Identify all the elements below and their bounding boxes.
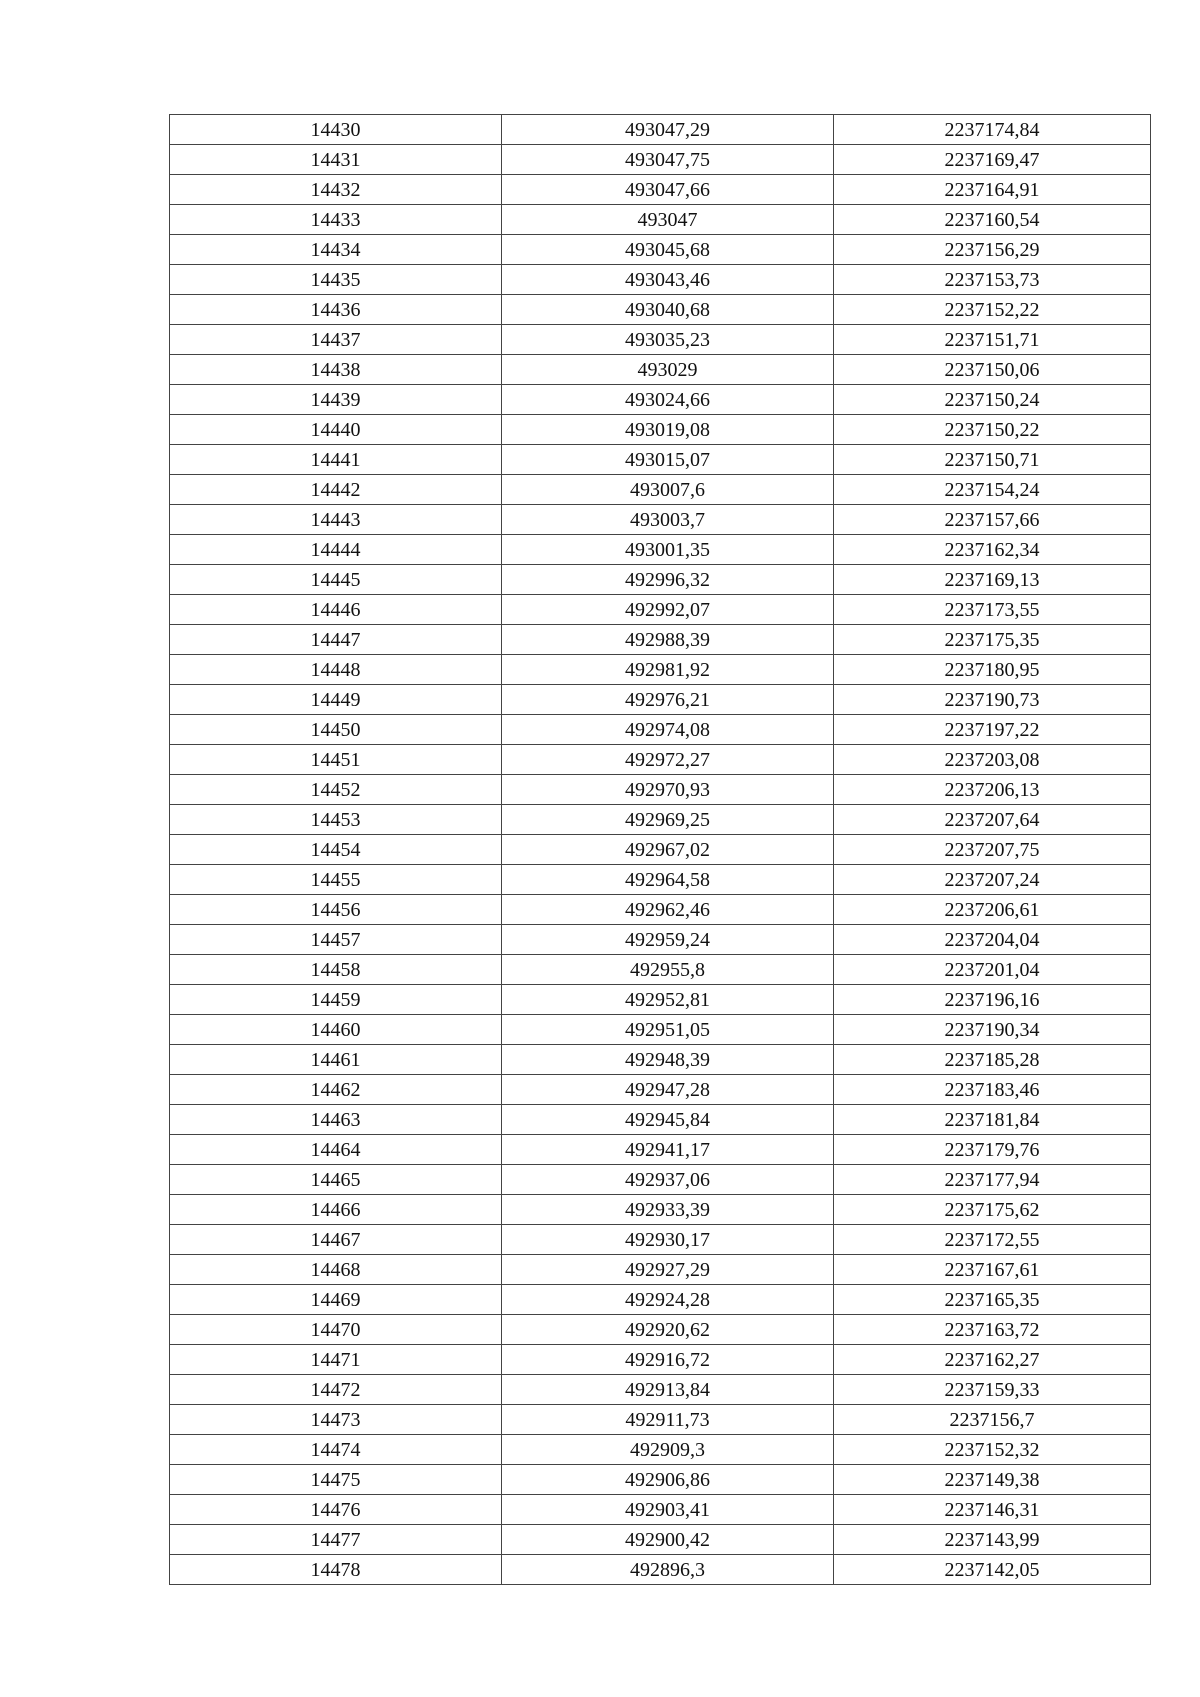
x-coordinate-cell: 492896,3 bbox=[502, 1555, 834, 1585]
point-number-cell: 14438 bbox=[170, 355, 502, 385]
table-row bbox=[170, 715, 1151, 745]
y-coordinate-cell: 2237156,7 bbox=[834, 1405, 1151, 1435]
y-coordinate-cell: 2237201,04 bbox=[834, 955, 1151, 985]
x-coordinate-cell: 492903,41 bbox=[502, 1495, 834, 1525]
point-number-cell: 14458 bbox=[170, 955, 502, 985]
table-row bbox=[170, 745, 1151, 775]
x-coordinate-cell: 492909,3 bbox=[502, 1435, 834, 1465]
table-row bbox=[170, 145, 1151, 175]
point-number-cell: 14476 bbox=[170, 1495, 502, 1525]
x-coordinate-cell: 492924,28 bbox=[502, 1285, 834, 1315]
point-number-cell: 14455 bbox=[170, 865, 502, 895]
table-row bbox=[170, 205, 1151, 235]
y-coordinate-cell: 2237203,08 bbox=[834, 745, 1151, 775]
x-coordinate-cell: 492906,86 bbox=[502, 1465, 834, 1495]
x-coordinate-cell: 492952,81 bbox=[502, 985, 834, 1015]
x-coordinate-cell: 492951,05 bbox=[502, 1015, 834, 1045]
point-number-cell: 14447 bbox=[170, 625, 502, 655]
table-row bbox=[170, 1195, 1151, 1225]
point-number-cell: 14450 bbox=[170, 715, 502, 745]
table-row bbox=[170, 865, 1151, 895]
y-coordinate-cell: 2237165,35 bbox=[834, 1285, 1151, 1315]
point-number-cell: 14444 bbox=[170, 535, 502, 565]
x-coordinate-cell: 492933,39 bbox=[502, 1195, 834, 1225]
x-coordinate-cell: 492941,17 bbox=[502, 1135, 834, 1165]
point-number-cell: 14435 bbox=[170, 265, 502, 295]
y-coordinate-cell: 2237169,13 bbox=[834, 565, 1151, 595]
table-row bbox=[170, 805, 1151, 835]
table-row bbox=[170, 1165, 1151, 1195]
table-row bbox=[170, 295, 1151, 325]
x-coordinate-cell: 493015,07 bbox=[502, 445, 834, 475]
x-coordinate-cell: 492970,93 bbox=[502, 775, 834, 805]
x-coordinate-cell: 492916,72 bbox=[502, 1345, 834, 1375]
table-row bbox=[170, 115, 1151, 145]
table-row bbox=[170, 1555, 1151, 1585]
x-coordinate-cell: 492992,07 bbox=[502, 595, 834, 625]
point-number-cell: 14440 bbox=[170, 415, 502, 445]
x-coordinate-cell: 493001,35 bbox=[502, 535, 834, 565]
table-row bbox=[170, 1075, 1151, 1105]
table-row bbox=[170, 1255, 1151, 1285]
x-coordinate-cell: 492955,8 bbox=[502, 955, 834, 985]
y-coordinate-cell: 2237150,24 bbox=[834, 385, 1151, 415]
table-row bbox=[170, 1135, 1151, 1165]
x-coordinate-cell: 492969,25 bbox=[502, 805, 834, 835]
point-number-cell: 14456 bbox=[170, 895, 502, 925]
point-number-cell: 14436 bbox=[170, 295, 502, 325]
y-coordinate-cell: 2237190,34 bbox=[834, 1015, 1151, 1045]
x-coordinate-cell: 493047,75 bbox=[502, 145, 834, 175]
table-row bbox=[170, 1345, 1151, 1375]
x-coordinate-cell: 493045,68 bbox=[502, 235, 834, 265]
table-row bbox=[170, 415, 1151, 445]
y-coordinate-cell: 2237183,46 bbox=[834, 1075, 1151, 1105]
table-row bbox=[170, 775, 1151, 805]
table-row bbox=[170, 835, 1151, 865]
y-coordinate-cell: 2237173,55 bbox=[834, 595, 1151, 625]
table-row bbox=[170, 565, 1151, 595]
table-row bbox=[170, 895, 1151, 925]
y-coordinate-cell: 2237204,04 bbox=[834, 925, 1151, 955]
x-coordinate-cell: 492959,24 bbox=[502, 925, 834, 955]
point-number-cell: 14432 bbox=[170, 175, 502, 205]
y-coordinate-cell: 2237167,61 bbox=[834, 1255, 1151, 1285]
point-number-cell: 14477 bbox=[170, 1525, 502, 1555]
x-coordinate-cell: 492911,73 bbox=[502, 1405, 834, 1435]
y-coordinate-cell: 2237151,71 bbox=[834, 325, 1151, 355]
x-coordinate-cell: 492920,62 bbox=[502, 1315, 834, 1345]
y-coordinate-cell: 2237154,24 bbox=[834, 475, 1151, 505]
x-coordinate-cell: 493029 bbox=[502, 355, 834, 385]
y-coordinate-cell: 2237164,91 bbox=[834, 175, 1151, 205]
y-coordinate-cell: 2237156,29 bbox=[834, 235, 1151, 265]
x-coordinate-cell: 492981,92 bbox=[502, 655, 834, 685]
y-coordinate-cell: 2237174,84 bbox=[834, 115, 1151, 145]
x-coordinate-cell: 492947,28 bbox=[502, 1075, 834, 1105]
y-coordinate-cell: 2237169,47 bbox=[834, 145, 1151, 175]
y-coordinate-cell: 2237157,66 bbox=[834, 505, 1151, 535]
table-row bbox=[170, 1105, 1151, 1135]
table-row bbox=[170, 1015, 1151, 1045]
x-coordinate-cell: 493024,66 bbox=[502, 385, 834, 415]
point-number-cell: 14451 bbox=[170, 745, 502, 775]
x-coordinate-cell: 492972,27 bbox=[502, 745, 834, 775]
x-coordinate-cell: 492964,58 bbox=[502, 865, 834, 895]
x-coordinate-cell: 493047,66 bbox=[502, 175, 834, 205]
y-coordinate-cell: 2237143,99 bbox=[834, 1525, 1151, 1555]
x-coordinate-cell: 492996,32 bbox=[502, 565, 834, 595]
y-coordinate-cell: 2237196,16 bbox=[834, 985, 1151, 1015]
table-row bbox=[170, 655, 1151, 685]
y-coordinate-cell: 2237206,61 bbox=[834, 895, 1151, 925]
point-number-cell: 14475 bbox=[170, 1465, 502, 1495]
y-coordinate-cell: 2237149,38 bbox=[834, 1465, 1151, 1495]
table-row bbox=[170, 1315, 1151, 1345]
y-coordinate-cell: 2237150,06 bbox=[834, 355, 1151, 385]
y-coordinate-cell: 2237207,24 bbox=[834, 865, 1151, 895]
point-number-cell: 14467 bbox=[170, 1225, 502, 1255]
table-row bbox=[170, 475, 1151, 505]
point-number-cell: 14465 bbox=[170, 1165, 502, 1195]
table-row bbox=[170, 1495, 1151, 1525]
table-row bbox=[170, 925, 1151, 955]
x-coordinate-cell: 492945,84 bbox=[502, 1105, 834, 1135]
y-coordinate-cell: 2237185,28 bbox=[834, 1045, 1151, 1075]
y-coordinate-cell: 2237152,32 bbox=[834, 1435, 1151, 1465]
table-row bbox=[170, 355, 1151, 385]
y-coordinate-cell: 2237207,75 bbox=[834, 835, 1151, 865]
point-number-cell: 14430 bbox=[170, 115, 502, 145]
y-coordinate-cell: 2237163,72 bbox=[834, 1315, 1151, 1345]
table-row bbox=[170, 1525, 1151, 1555]
y-coordinate-cell: 2237172,55 bbox=[834, 1225, 1151, 1255]
table-row bbox=[170, 175, 1151, 205]
point-number-cell: 14446 bbox=[170, 595, 502, 625]
y-coordinate-cell: 2237175,62 bbox=[834, 1195, 1151, 1225]
x-coordinate-cell: 493003,7 bbox=[502, 505, 834, 535]
x-coordinate-cell: 492948,39 bbox=[502, 1045, 834, 1075]
point-number-cell: 14472 bbox=[170, 1375, 502, 1405]
table-row bbox=[170, 265, 1151, 295]
point-number-cell: 14454 bbox=[170, 835, 502, 865]
y-coordinate-cell: 2237146,31 bbox=[834, 1495, 1151, 1525]
table-row bbox=[170, 535, 1151, 565]
y-coordinate-cell: 2237177,94 bbox=[834, 1165, 1151, 1195]
x-coordinate-cell: 492900,42 bbox=[502, 1525, 834, 1555]
point-number-cell: 14433 bbox=[170, 205, 502, 235]
x-coordinate-cell: 493035,23 bbox=[502, 325, 834, 355]
y-coordinate-cell: 2237197,22 bbox=[834, 715, 1151, 745]
x-coordinate-cell: 492913,84 bbox=[502, 1375, 834, 1405]
x-coordinate-cell: 493043,46 bbox=[502, 265, 834, 295]
table-row bbox=[170, 1375, 1151, 1405]
point-number-cell: 14434 bbox=[170, 235, 502, 265]
point-number-cell: 14463 bbox=[170, 1105, 502, 1135]
y-coordinate-cell: 2237162,34 bbox=[834, 535, 1151, 565]
x-coordinate-cell: 493007,6 bbox=[502, 475, 834, 505]
y-coordinate-cell: 2237162,27 bbox=[834, 1345, 1151, 1375]
table-row bbox=[170, 505, 1151, 535]
point-number-cell: 14442 bbox=[170, 475, 502, 505]
x-coordinate-cell: 492974,08 bbox=[502, 715, 834, 745]
table-row bbox=[170, 1225, 1151, 1255]
point-number-cell: 14439 bbox=[170, 385, 502, 415]
point-number-cell: 14464 bbox=[170, 1135, 502, 1165]
table-row bbox=[170, 955, 1151, 985]
y-coordinate-cell: 2237150,71 bbox=[834, 445, 1151, 475]
x-coordinate-cell: 492967,02 bbox=[502, 835, 834, 865]
table-row bbox=[170, 595, 1151, 625]
point-number-cell: 14468 bbox=[170, 1255, 502, 1285]
y-coordinate-cell: 2237179,76 bbox=[834, 1135, 1151, 1165]
y-coordinate-cell: 2237159,33 bbox=[834, 1375, 1151, 1405]
table-row bbox=[170, 685, 1151, 715]
x-coordinate-cell: 493047 bbox=[502, 205, 834, 235]
y-coordinate-cell: 2237142,05 bbox=[834, 1555, 1151, 1585]
point-number-cell: 14473 bbox=[170, 1405, 502, 1435]
point-number-cell: 14437 bbox=[170, 325, 502, 355]
point-number-cell: 14469 bbox=[170, 1285, 502, 1315]
y-coordinate-cell: 2237207,64 bbox=[834, 805, 1151, 835]
y-coordinate-cell: 2237180,95 bbox=[834, 655, 1151, 685]
point-number-cell: 14445 bbox=[170, 565, 502, 595]
table-row bbox=[170, 445, 1151, 475]
y-coordinate-cell: 2237153,73 bbox=[834, 265, 1151, 295]
table-row bbox=[170, 385, 1151, 415]
y-coordinate-cell: 2237206,13 bbox=[834, 775, 1151, 805]
point-number-cell: 14466 bbox=[170, 1195, 502, 1225]
point-number-cell: 14452 bbox=[170, 775, 502, 805]
point-number-cell: 14471 bbox=[170, 1345, 502, 1375]
point-number-cell: 14448 bbox=[170, 655, 502, 685]
y-coordinate-cell: 2237150,22 bbox=[834, 415, 1151, 445]
point-number-cell: 14462 bbox=[170, 1075, 502, 1105]
x-coordinate-cell: 492930,17 bbox=[502, 1225, 834, 1255]
coordinates-table-body bbox=[170, 115, 1151, 1585]
x-coordinate-cell: 492962,46 bbox=[502, 895, 834, 925]
point-number-cell: 14474 bbox=[170, 1435, 502, 1465]
table-row bbox=[170, 985, 1151, 1015]
point-number-cell: 14443 bbox=[170, 505, 502, 535]
x-coordinate-cell: 492988,39 bbox=[502, 625, 834, 655]
table-row bbox=[170, 625, 1151, 655]
x-coordinate-cell: 493047,29 bbox=[502, 115, 834, 145]
point-number-cell: 14459 bbox=[170, 985, 502, 1015]
point-number-cell: 14478 bbox=[170, 1555, 502, 1585]
point-number-cell: 14470 bbox=[170, 1315, 502, 1345]
point-number-cell: 14460 bbox=[170, 1015, 502, 1045]
point-number-cell: 14457 bbox=[170, 925, 502, 955]
point-number-cell: 14461 bbox=[170, 1045, 502, 1075]
x-coordinate-cell: 493040,68 bbox=[502, 295, 834, 325]
x-coordinate-cell: 492937,06 bbox=[502, 1165, 834, 1195]
x-coordinate-cell: 492927,29 bbox=[502, 1255, 834, 1285]
y-coordinate-cell: 2237152,22 bbox=[834, 295, 1151, 325]
point-number-cell: 14453 bbox=[170, 805, 502, 835]
table-row bbox=[170, 235, 1151, 265]
point-number-cell: 14441 bbox=[170, 445, 502, 475]
y-coordinate-cell: 2237181,84 bbox=[834, 1105, 1151, 1135]
point-number-cell: 14431 bbox=[170, 145, 502, 175]
coordinates-table bbox=[169, 114, 1151, 1585]
table-row bbox=[170, 1465, 1151, 1495]
table-row bbox=[170, 1405, 1151, 1435]
y-coordinate-cell: 2237175,35 bbox=[834, 625, 1151, 655]
table-row bbox=[170, 325, 1151, 355]
y-coordinate-cell: 2237190,73 bbox=[834, 685, 1151, 715]
table-row bbox=[170, 1045, 1151, 1075]
x-coordinate-cell: 492976,21 bbox=[502, 685, 834, 715]
table-row bbox=[170, 1285, 1151, 1315]
point-number-cell: 14449 bbox=[170, 685, 502, 715]
table-row bbox=[170, 1435, 1151, 1465]
y-coordinate-cell: 2237160,54 bbox=[834, 205, 1151, 235]
x-coordinate-cell: 493019,08 bbox=[502, 415, 834, 445]
